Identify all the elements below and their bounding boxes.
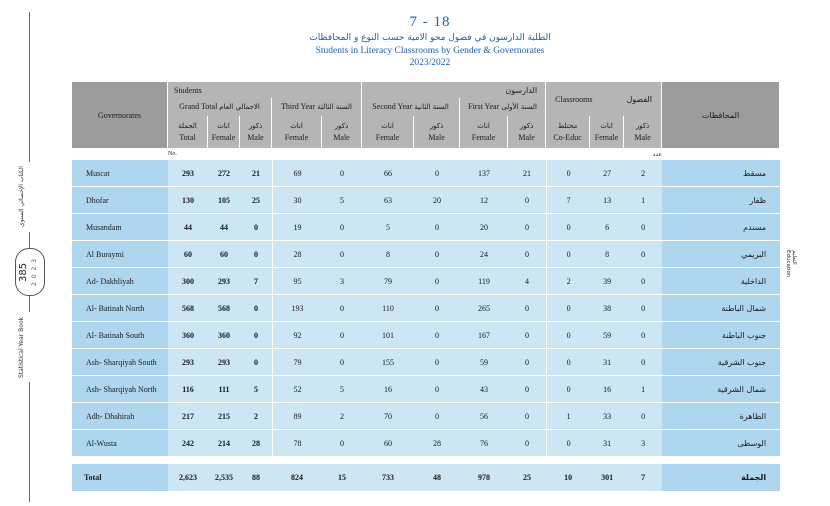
table-cell: 39 [590, 268, 624, 295]
students-header-ar: الدارسون [362, 82, 546, 98]
col-coed-en: Co-Educ [553, 133, 582, 142]
first-year-header [460, 98, 546, 116]
sidebar-english-text: Statistical Year Book [18, 312, 40, 382]
table-cell: 69 [272, 160, 322, 187]
table-cell: 16 [362, 376, 414, 403]
table-cell: 0 [546, 295, 590, 322]
col-male [508, 116, 546, 148]
col-female [590, 116, 624, 148]
table-cell: 0 [508, 295, 546, 322]
total-cell: 7 [624, 463, 662, 491]
governorate-name-ar: جنوب الشرقية [662, 349, 780, 376]
table-row [72, 241, 780, 268]
total-cell: 301 [590, 463, 624, 491]
total-row [72, 463, 780, 491]
page-sidebar [13, 12, 45, 502]
total-cell: 10 [546, 463, 590, 491]
table-cell: 16 [590, 376, 624, 403]
table-cell: 70 [362, 403, 414, 430]
col-male-en: Male [247, 133, 264, 142]
table-cell: 89 [272, 403, 322, 430]
table-number: 7 - 18 [409, 14, 451, 30]
table-cell: 0 [546, 241, 590, 268]
table-cell: 0 [624, 214, 662, 241]
governorate-name: Al- Batinah South [72, 322, 168, 349]
table-cell: 0 [624, 241, 662, 268]
page-number-badge [15, 248, 45, 296]
col-female [362, 116, 414, 148]
table-cell: 28 [414, 430, 460, 457]
table-cell: 3 [624, 430, 662, 457]
col-male-ar: ذكور [519, 122, 534, 130]
table-cell: 43 [460, 376, 508, 403]
first-year-label-ar: السنة الأولى [501, 103, 537, 111]
table-cell: 28 [272, 241, 322, 268]
col-female-en: Female [284, 133, 309, 142]
col-female-ar: اناث [600, 122, 613, 130]
governorate-name-ar: ظفار [662, 187, 780, 214]
table-cell: 2 [546, 268, 590, 295]
total-label: Total [72, 463, 168, 491]
table-cell: 293 [168, 349, 208, 376]
governorate-name-ar: شمال الشرقية [662, 376, 780, 403]
table-cell: 21 [240, 160, 272, 187]
table-cell: 0 [624, 403, 662, 430]
table-cell: 568 [208, 295, 240, 322]
title-arabic: الطلبة الدارسون في فصول محو الامية حسب النوع و المحافظات [309, 33, 551, 43]
table-cell: 0 [240, 349, 272, 376]
grand-total-header [168, 98, 272, 116]
col-male-en: Male [428, 133, 445, 142]
grand-total-label-ar: الاجمالي العام [219, 103, 260, 111]
page-number: 385 [18, 262, 29, 282]
col-female-en: Female [594, 133, 619, 142]
table-cell: 5 [322, 376, 362, 403]
governorate-name-ar: جنوب الباطنة [662, 322, 780, 349]
table-cell: 3 [322, 268, 362, 295]
table-cell: 59 [460, 349, 508, 376]
table-cell: 0 [624, 322, 662, 349]
table-row [72, 295, 780, 322]
table-row [72, 430, 780, 457]
second-year-header [362, 98, 460, 116]
unit-label: No. [168, 148, 208, 160]
table-cell: 5 [240, 376, 272, 403]
col-female-ar: اناث [217, 122, 230, 130]
classrooms-label-ar: الفصول [626, 94, 653, 104]
total-cell: 824 [272, 463, 322, 491]
table-cell: 52 [272, 376, 322, 403]
table-cell: 38 [590, 295, 624, 322]
table-cell: 2 [624, 160, 662, 187]
table-cell: 7 [240, 268, 272, 295]
table-cell: 293 [168, 160, 208, 187]
governorate-name-ar: مسقط [662, 160, 780, 187]
table-row [72, 322, 780, 349]
total-cell: 15 [322, 463, 362, 491]
table-cell: 0 [546, 349, 590, 376]
table-cell: 360 [168, 322, 208, 349]
table-cell: 1 [624, 187, 662, 214]
col-female-ar: اناث [477, 122, 490, 130]
table-cell: 293 [208, 349, 240, 376]
table-cell: 0 [322, 160, 362, 187]
table-cell: 28 [240, 430, 272, 457]
table-cell: 66 [362, 160, 414, 187]
table-cell: 0 [546, 214, 590, 241]
governorate-name: Musandam [72, 214, 168, 241]
governorates-header: Governorates [72, 82, 168, 148]
table-cell: 20 [460, 214, 508, 241]
table-cell: 0 [414, 241, 460, 268]
table-cell: 242 [168, 430, 208, 457]
table-cell: 0 [322, 241, 362, 268]
second-year-label-ar: السنة الثانية [414, 103, 449, 111]
first-year-label: First Year [468, 102, 500, 111]
table-cell: 31 [590, 349, 624, 376]
table-cell: 300 [168, 268, 208, 295]
table-cell: 0 [508, 430, 546, 457]
governorate-name-ar: الظاهرة [662, 403, 780, 430]
col-female [272, 116, 322, 148]
col-coed [546, 116, 590, 148]
chapter-label: التعليم Education [785, 250, 797, 278]
third-year-header [272, 98, 362, 116]
table-cell: 95 [272, 268, 322, 295]
table-cell: 0 [240, 241, 272, 268]
table-cell: 78 [272, 430, 322, 457]
title-year: 2023/2022 [409, 58, 451, 68]
table-row [72, 376, 780, 403]
page-year: 2 0 2 3 [31, 258, 38, 286]
title-english: Students in Literacy Classrooms by Gender & Governorates [315, 46, 545, 56]
table-cell: 0 [508, 241, 546, 268]
table-cell: 0 [240, 295, 272, 322]
table-row [72, 268, 780, 295]
table-cell: 8 [590, 241, 624, 268]
table-cell: 0 [508, 322, 546, 349]
col-male-ar: ذكور [429, 122, 444, 130]
table-cell: 0 [546, 322, 590, 349]
table-cell: 272 [208, 160, 240, 187]
table-cell: 92 [272, 322, 322, 349]
table-cell: 0 [624, 295, 662, 322]
third-year-label-ar: السنة الثالثة [317, 103, 352, 111]
table-cell: 60 [208, 241, 240, 268]
table-cell: 79 [362, 268, 414, 295]
col-male [624, 116, 662, 148]
col-male [240, 116, 272, 148]
table-cell: 0 [414, 403, 460, 430]
table-cell: 1 [546, 403, 590, 430]
governorate-name: Al Buraymi [72, 241, 168, 268]
governorate-name-ar: الوسطى [662, 430, 780, 457]
total-cell: 2,535 [208, 463, 240, 491]
total-cell: 978 [460, 463, 508, 491]
table-cell: 44 [168, 214, 208, 241]
total-cell: 48 [414, 463, 460, 491]
table-cell: 215 [208, 403, 240, 430]
table-cell: 60 [168, 241, 208, 268]
table-cell: 0 [414, 376, 460, 403]
total-cell: 2,623 [168, 463, 208, 491]
col-female-en: Female [375, 133, 400, 142]
table-cell: 110 [362, 295, 414, 322]
table-cell: 119 [460, 268, 508, 295]
col-female-ar: اناث [290, 122, 303, 130]
unit-label-ar: عدد [624, 148, 662, 160]
table-cell: 20 [414, 187, 460, 214]
table-cell: 0 [624, 268, 662, 295]
table-cell: 59 [590, 322, 624, 349]
total-cell: 25 [508, 463, 546, 491]
governorate-name: Al-Wusta [72, 430, 168, 457]
table-cell: 0 [624, 349, 662, 376]
classrooms-header [546, 82, 662, 116]
col-male [322, 116, 362, 148]
table-cell: 130 [168, 187, 208, 214]
total-label-ar: الجملة [662, 463, 780, 491]
governorate-name: Dhofar [72, 187, 168, 214]
governorate-name: Ash- Sharqiyah North [72, 376, 168, 403]
table-cell: 0 [508, 349, 546, 376]
table-cell: 193 [272, 295, 322, 322]
table-cell: 568 [168, 295, 208, 322]
table-title [300, 14, 560, 68]
table-cell: 0 [546, 430, 590, 457]
table-cell: 44 [208, 214, 240, 241]
table-row [72, 403, 780, 430]
table-body [72, 160, 780, 457]
table-cell: 217 [168, 403, 208, 430]
governorate-name-ar: شمال الباطنة [662, 295, 780, 322]
governorates-header-ar: المحافظات [662, 82, 780, 148]
table-cell: 8 [362, 241, 414, 268]
table-cell: 6 [590, 214, 624, 241]
col-female [208, 116, 240, 148]
table-cell: 13 [590, 187, 624, 214]
table-cell: 27 [590, 160, 624, 187]
col-male-en: Male [634, 133, 651, 142]
col-coed-ar: مختلط [557, 122, 578, 130]
table-cell: 63 [362, 187, 414, 214]
governorate-name-ar: البريمي [662, 241, 780, 268]
table-cell: 12 [460, 187, 508, 214]
table-cell: 105 [208, 187, 240, 214]
total-cell: 88 [240, 463, 272, 491]
table-cell: 76 [460, 430, 508, 457]
governorate-name: Ash- Sharqiyah South [72, 349, 168, 376]
table-cell: 111 [208, 376, 240, 403]
table-row [72, 187, 780, 214]
third-year-label: Third Year [281, 102, 316, 111]
governorate-name-ar: مسندم [662, 214, 780, 241]
table-cell: 1 [624, 376, 662, 403]
table-cell: 0 [322, 322, 362, 349]
table-cell: 0 [546, 160, 590, 187]
table-cell: 19 [272, 214, 322, 241]
table-cell: 7 [546, 187, 590, 214]
table-cell: 2 [322, 403, 362, 430]
table-row [72, 214, 780, 241]
table-cell: 0 [322, 349, 362, 376]
col-female [460, 116, 508, 148]
students-header: Students [168, 82, 362, 98]
table-cell: 0 [240, 214, 272, 241]
sidebar-arabic-text: الكتاب الإحصائي السنوي [18, 162, 40, 232]
table-cell: 60 [362, 430, 414, 457]
col-female-en: Female [211, 133, 236, 142]
col-total-en: Total [179, 133, 196, 142]
col-male [414, 116, 460, 148]
table-cell: 167 [460, 322, 508, 349]
grand-total-label: Grand Total [179, 102, 218, 111]
table-cell: 360 [208, 322, 240, 349]
table-cell: 0 [414, 322, 460, 349]
second-year-label: Second Year [372, 102, 413, 111]
classrooms-label: Classrooms [555, 94, 593, 104]
table-cell: 56 [460, 403, 508, 430]
table-cell: 30 [272, 187, 322, 214]
table-cell: 24 [460, 241, 508, 268]
table-cell: 0 [508, 376, 546, 403]
governorate-name: Ad- Dakhliyah [72, 268, 168, 295]
table-cell: 5 [322, 187, 362, 214]
col-female-en: Female [471, 133, 496, 142]
table-cell: 0 [322, 295, 362, 322]
governorate-name: Al- Batinah North [72, 295, 168, 322]
table-cell: 116 [168, 376, 208, 403]
literacy-table [72, 82, 780, 491]
table-cell: 0 [508, 214, 546, 241]
col-total [168, 116, 208, 148]
col-total-ar: الجملة [178, 122, 197, 130]
table-cell: 0 [508, 403, 546, 430]
table-cell: 0 [546, 376, 590, 403]
governorate-name-ar: الداخلية [662, 268, 780, 295]
col-male-ar: ذكور [248, 122, 263, 130]
table-cell: 0 [240, 322, 272, 349]
table-cell: 214 [208, 430, 240, 457]
table-cell: 0 [414, 349, 460, 376]
col-male-ar: ذكور [635, 122, 650, 130]
table-cell: 25 [240, 187, 272, 214]
table-cell: 0 [414, 214, 460, 241]
table-cell: 293 [208, 268, 240, 295]
table-cell: 0 [414, 160, 460, 187]
table-cell: 79 [272, 349, 322, 376]
table-cell: 0 [508, 187, 546, 214]
table-cell: 155 [362, 349, 414, 376]
table-cell: 31 [590, 430, 624, 457]
col-male-ar: ذكور [334, 122, 349, 130]
table-row [72, 349, 780, 376]
col-male-en: Male [333, 133, 350, 142]
table-cell: 21 [508, 160, 546, 187]
total-cell: 733 [362, 463, 414, 491]
table-cell: 137 [460, 160, 508, 187]
table-cell: 101 [362, 322, 414, 349]
col-male-en: Male [518, 133, 535, 142]
governorate-name: Muscat [72, 160, 168, 187]
table-cell: 265 [460, 295, 508, 322]
table-cell: 2 [240, 403, 272, 430]
unit-row [72, 148, 780, 160]
table-cell: 5 [362, 214, 414, 241]
table-cell: 4 [508, 268, 546, 295]
table-cell: 0 [322, 430, 362, 457]
governorate-name: Adh- Dhahirah [72, 403, 168, 430]
table-cell: 0 [414, 268, 460, 295]
col-female-ar: اناث [381, 122, 394, 130]
table-row [72, 160, 780, 187]
header-row-1 [72, 82, 780, 98]
table-cell: 0 [414, 295, 460, 322]
table-cell: 33 [590, 403, 624, 430]
table-cell: 0 [322, 214, 362, 241]
